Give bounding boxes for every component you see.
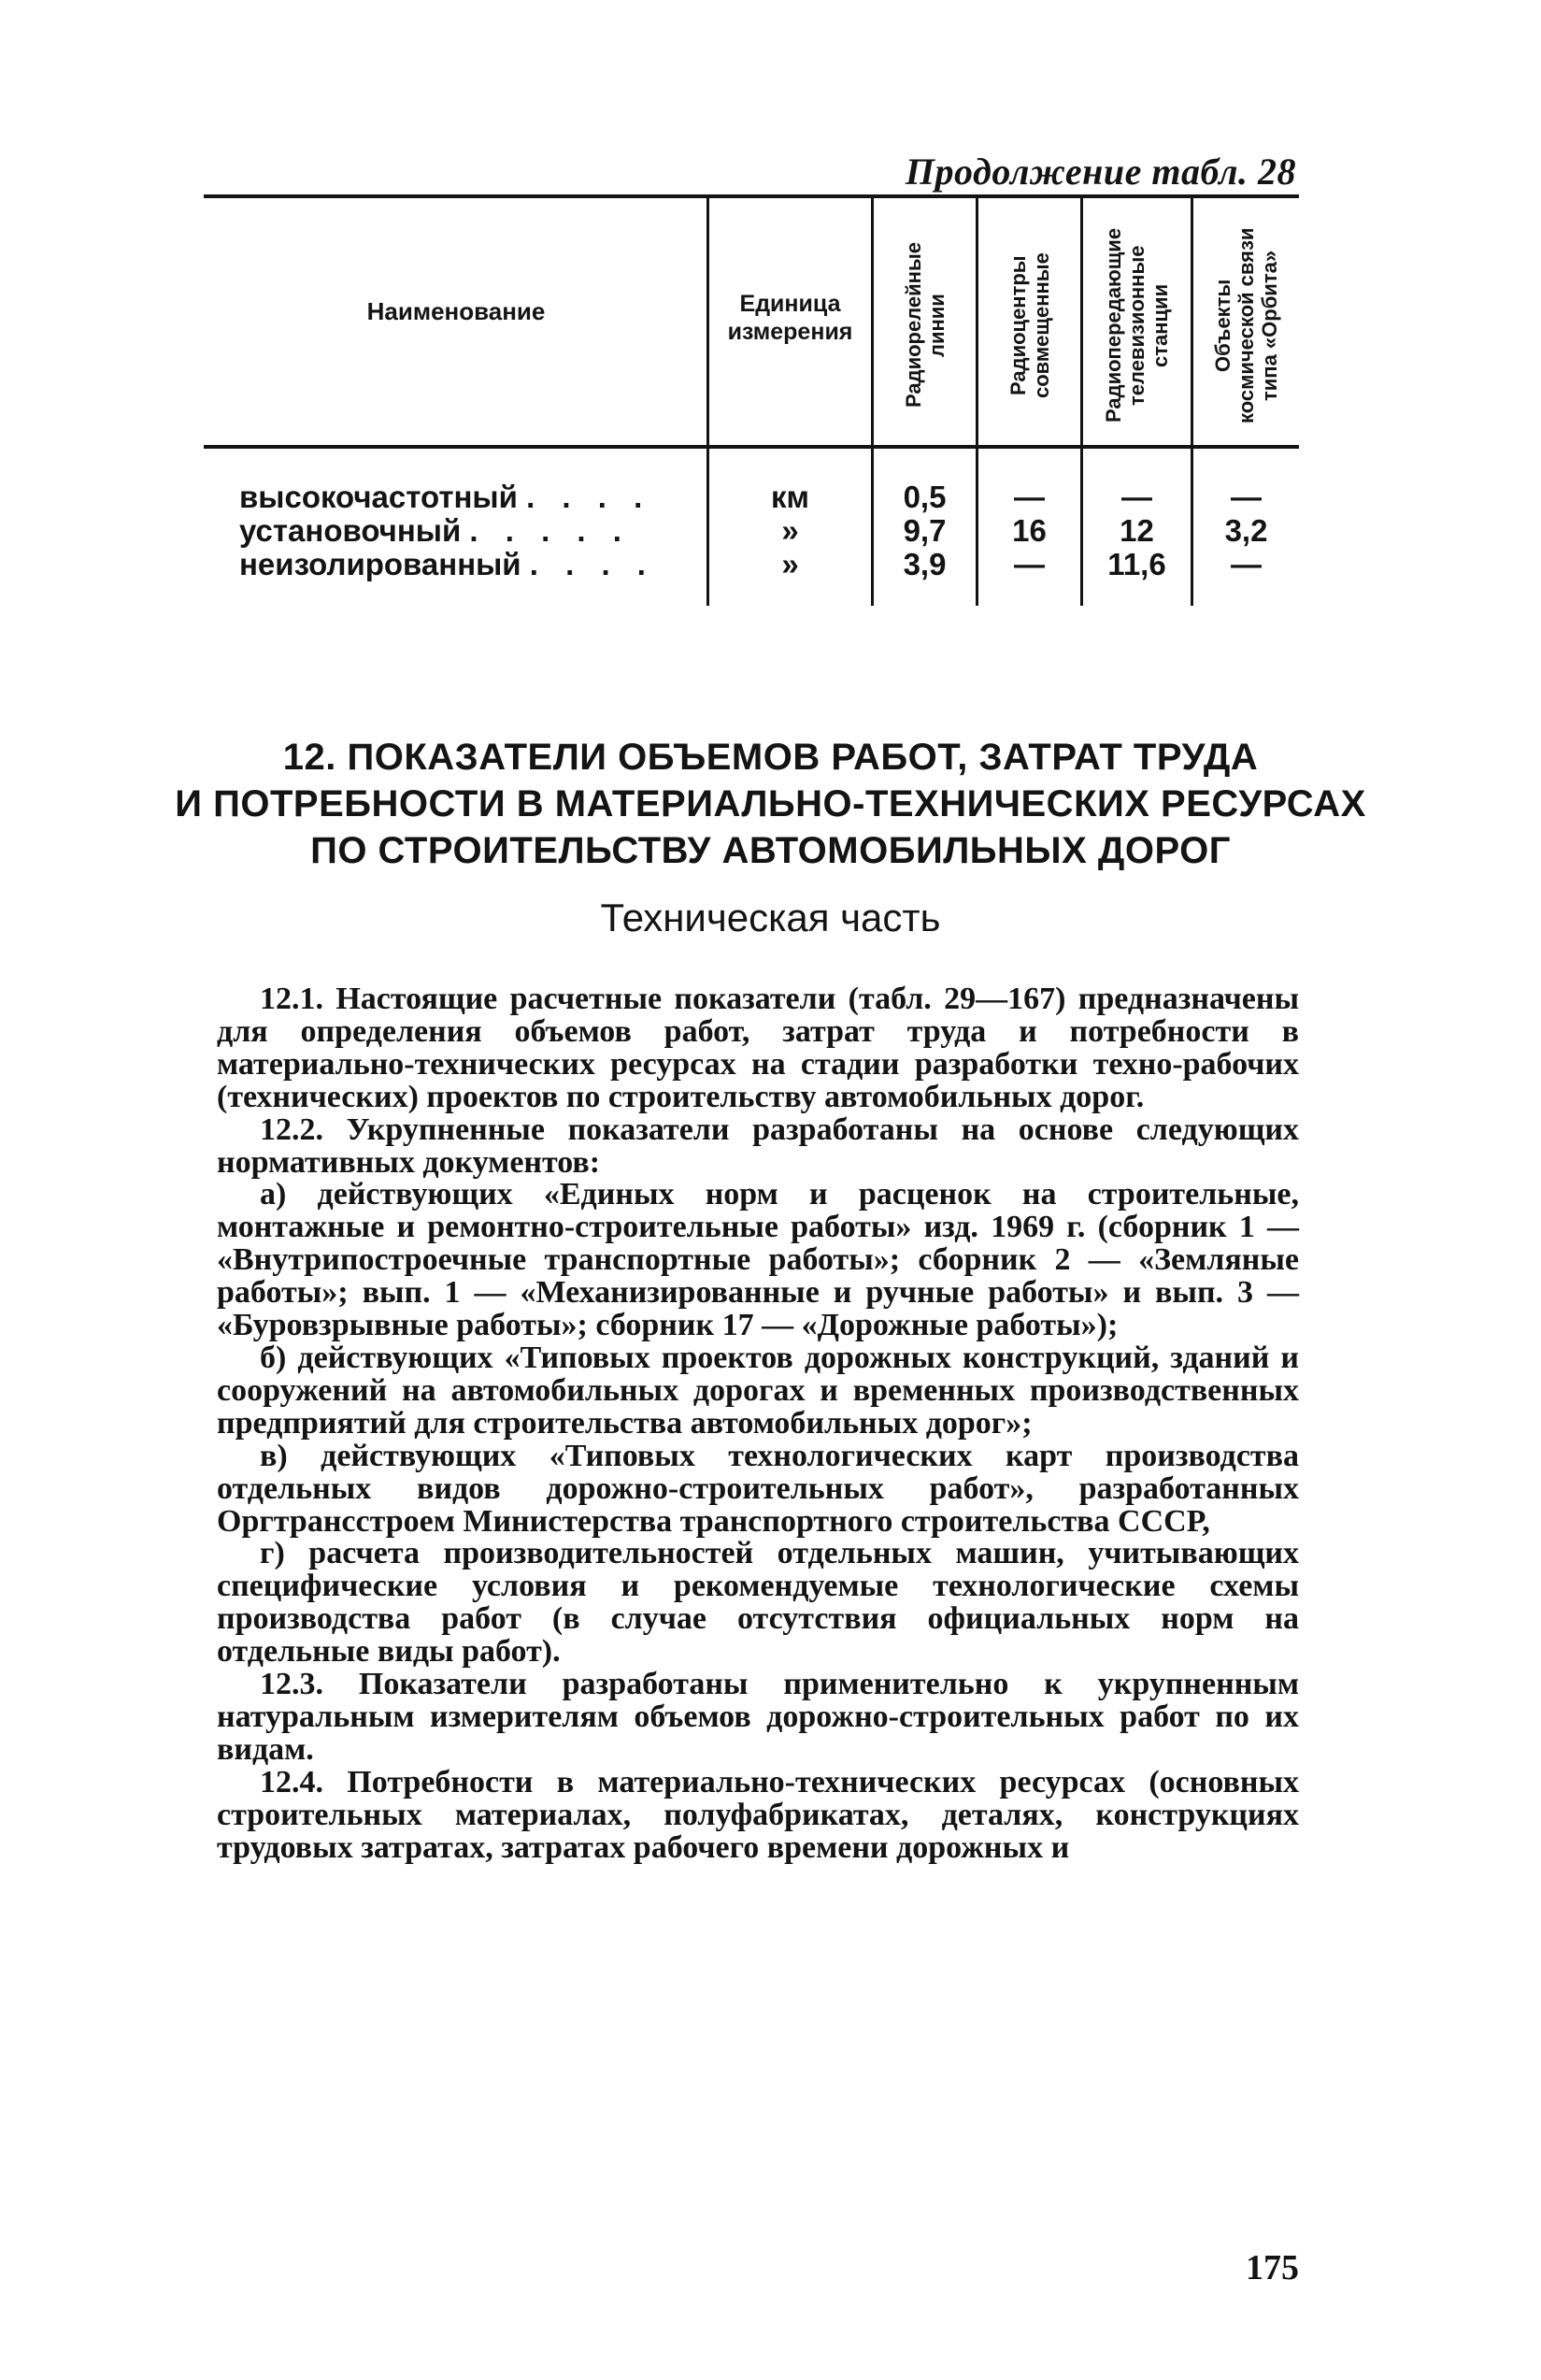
section-subtitle: Техническая часть <box>600 896 941 939</box>
table-row: установочный . . . . . <box>239 514 631 548</box>
cell-value: — <box>1231 480 1262 514</box>
table-header-rule <box>204 445 1299 449</box>
cell-value: 3,9 <box>903 547 947 581</box>
paragraph: 12.2. Укрупненные показатели разработаны на основе следующих нормативных документов: <box>217 1111 1299 1180</box>
section-title: 12. ПОКАЗАТЕЛИ ОБЪЕМОВ РАБОТ, ЗАТРАТ ТРУДА И ПОТРЕБНОСТИ В МАТЕРИАЛЬНО-ТЕХНИЧЕСКИХ РЕСУРСАХ ПО СТРОИТЕЛЬСТВУ АВТОМОБИЛЬНЫХ ДОРОГ <box>175 737 1366 871</box>
header-unit: Единица измерения <box>727 291 853 345</box>
header-tv-stations: Радиопередающие телевизионные станции <box>1102 227 1172 423</box>
body-text <box>217 983 1299 1864</box>
table-row: неизолированный . . . . <box>239 548 655 581</box>
table-row: высокочастотный . . . . <box>239 480 652 514</box>
table-caption: Продолжение табл. 28 <box>905 151 1296 193</box>
data-table <box>204 194 1299 606</box>
cell-value: — <box>1014 547 1045 581</box>
paragraph: б) действующих «Типовых проектов дорожных конструкций, зданий и сооружений на автомобильных дорогах и временных производственных предприятий для строительства автомобильных дорог»; <box>217 1340 1299 1441</box>
cell-unit: » <box>781 547 799 581</box>
cell-value: 11,6 <box>1107 547 1166 581</box>
cell-value: — <box>1121 480 1152 514</box>
paragraph: а) действующих «Единых норм и расценок на строительные, монтажные и ремонтно-строительные работы» изд. 1969 г. (сборник 1 — «Внутрипостроечные транспортные работы»; сборник 2 — «Земляные работы»; вып. 1 — «Механизированные и ручные работы» и вып. 3 — «Буровзрывные работы»; сборник 17 — «Дорожные работы»); <box>217 1177 1299 1343</box>
cell-value: 9,7 <box>903 513 947 548</box>
table-top-rule <box>204 194 1299 198</box>
paragraph: г) расчета производительностей отдельных машин, учитывающих специфические условия и рекомендуемые технологические схемы производства работ (в случае отсутствия официальных норм на отдельные виды работ). <box>217 1536 1299 1670</box>
header-radio-relay-lines: Радиорелейные линии <box>901 242 949 409</box>
paragraph: 12.3. Показатели разработаны применительно к укрупненным натуральным измерителям объемов дорожно-строительных работ по их видам. <box>217 1667 1299 1767</box>
header-radio-centers: Радиоцентры совмещенные <box>1006 252 1053 398</box>
page-number: 175 <box>1246 2248 1299 2287</box>
cell-value: 0,5 <box>903 480 947 514</box>
header-name: Наименование <box>366 297 546 325</box>
cell-unit: » <box>781 513 799 548</box>
header-space-objects: Объекты космической связи типа «Орбита» <box>1211 227 1281 423</box>
cell-value: 16 <box>1012 513 1047 548</box>
paragraph: в) действующих «Типовых технологических карт производства отдельных видов дорожно-строительных работ», разработанных Оргтрансстроем Министерства транспортного строительства СССР, <box>217 1438 1299 1539</box>
cell-value: — <box>1014 480 1045 514</box>
cell-value: 12 <box>1120 513 1154 548</box>
cell-value: 3,2 <box>1224 513 1268 548</box>
paragraph: 12.1. Настоящие расчетные показатели (табл. 29—167) предназначены для определения объемов работ, затрат труда и потребности в материально-технических ресурсах на стадии разработки техно-рабочих (технических) проектов по строительству автомобильных дорог. <box>217 982 1299 1114</box>
cell-value: — <box>1231 547 1262 581</box>
cell-unit: км <box>771 480 809 514</box>
paragraph: 12.4. Потребности в материально-технических ресурсах (основных строительных материалах, полуфабрикатах, деталях, конструкциях трудовых затратах, затратах рабочего времени дорожных и <box>217 1764 1299 1865</box>
